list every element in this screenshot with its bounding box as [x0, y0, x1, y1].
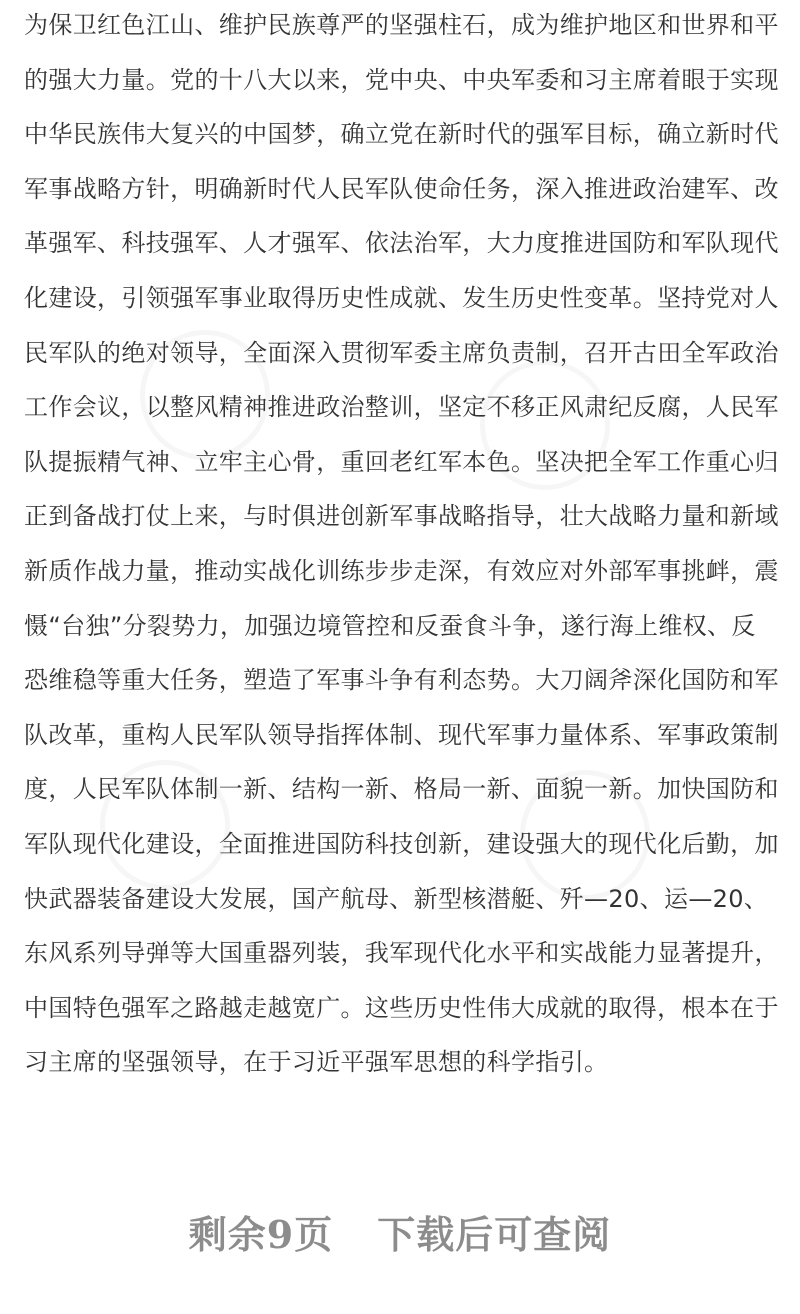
text-line: 民军队的绝对领导，全面深入贯彻军委主席负责制，召开古田全军政治	[24, 338, 779, 367]
text-line: 军事战略方针，明确新时代人民军队使命任务，深入推进政治建军、改	[24, 174, 779, 203]
text-line: 中华民族伟大复兴的中国梦，确立党在新时代的强军目标，确立新时代	[24, 120, 779, 149]
text-line: 慑“台独”分裂势力，加强边境管控和反蚕食斗争，遂行海上维权、反	[24, 611, 756, 640]
download-banner[interactable]	[0, 1205, 800, 1265]
text-line: 的强大力量。党的十八大以来，党中央、中央军委和习主席着眼于实现	[24, 65, 779, 94]
text-line: 正到备战打仗上来，与时俱进创新军事战略指导，壮大战略力量和新域	[24, 502, 779, 531]
text-line: 习主席的坚强领导，在于习近平强军思想的科学指引。	[24, 1048, 609, 1077]
text-line: 军队现代化建设，全面推进国防科技创新，建设强大的现代化后勤，加	[24, 829, 779, 858]
text-line: 东风系列导弹等大国重器列装，我军现代化水平和实战能力显著提升，	[24, 939, 779, 968]
text-line: 快武器装备建设大发展，国产航母、新型核潜艇、歼—20、运—20、	[24, 884, 769, 913]
text-line: 恐维稳等重大任务，塑造了军事斗争有利态势。大刀阔斧深化国防和军	[24, 666, 779, 695]
text-line: 度，人民军队体制一新、结构一新、格局一新、面貌一新。加快国防和	[24, 775, 779, 804]
text-line: 工作会议，以整风精神推进政治整训，坚定不移正风肃纪反腐，人民军	[24, 393, 779, 422]
text-line: 化建设，引领强军事业取得历史性成就、发生历史性变革。坚持党对人	[24, 283, 779, 312]
text-line: 队提振精气神、立牢主心骨，重回老红军本色。坚决把全军工作重心归	[24, 447, 779, 476]
text-line: 为保卫红色江山、维护民族尊严的坚强柱石，成为维护地区和世界和平	[24, 11, 779, 39]
text-line: 中国特色强军之路越走越宽广。这些历史性伟大成就的取得，根本在于	[24, 993, 779, 1022]
text-line: 革强军、科技强军、人才强军、依法治军，大力度推进国防和军队现代	[24, 229, 779, 258]
download-hint-label: 下载后可查阅	[377, 1212, 612, 1257]
text-line: 新质作战力量，推动实战化训练步步走深，有效应对外部军事挑衅，震	[24, 556, 779, 585]
text-line: 队改革，重构人民军队领导指挥体制、现代军事力量体系、军事政策制	[24, 720, 779, 749]
remaining-pages-label: 剩余9页	[188, 1212, 334, 1257]
document-body	[24, 0, 784, 1090]
